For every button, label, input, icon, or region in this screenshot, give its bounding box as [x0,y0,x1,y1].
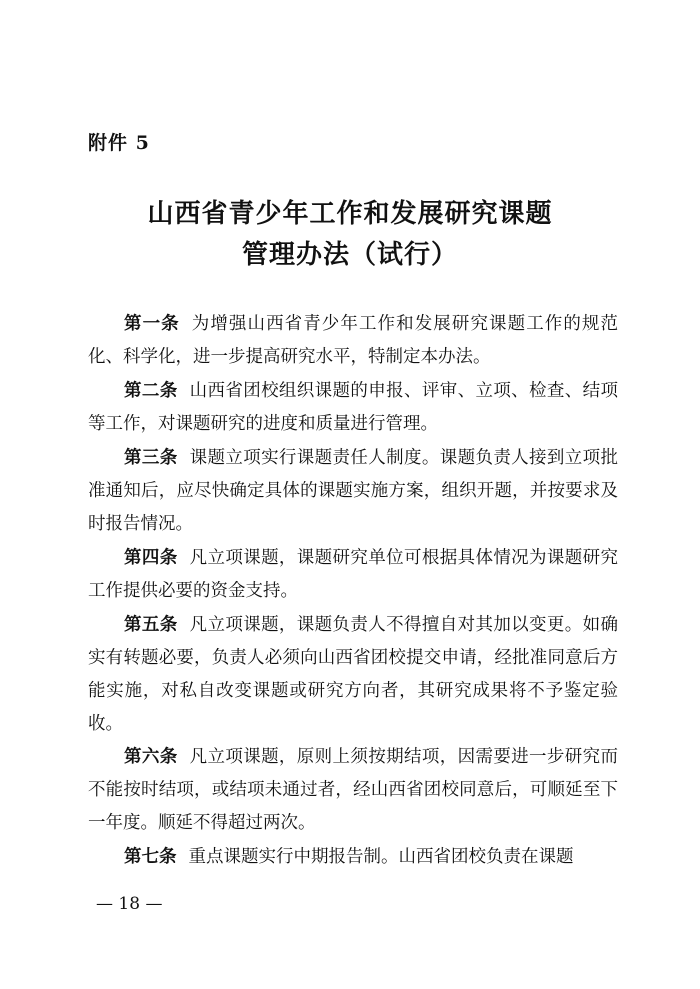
article-1 [88,308,618,374]
article-label: 第一条 [124,314,180,334]
article-label: 第六条 [124,747,178,767]
document-title-line-1: 山西省青少年工作和发展研究课题 [147,199,553,229]
article-label: 第七条 [124,847,177,867]
article-text: 山西省团校组织课题的申报、评审、立项、检查、结项等工作，对课题研究的进度和质量进行管理。 [88,381,619,434]
article-label: 第五条 [124,615,178,635]
article-2 [88,375,618,441]
document-title-line-2: 管理办法（试行） [241,240,458,270]
article-text: 课题立项实行课题责任人制度。课题负责人接到立项批准通知后，应尽快确定具体的课题实施方案，组织开题，并按要求及时报告情况。 [88,448,619,534]
article-6 [88,741,618,840]
article-text: 凡立项课题，课题研究单位可根据具体情况为课题研究工作提供必要的资金支持。 [88,548,619,601]
article-text: 重点课题实行中期报告制。山西省团校负责在课题 [188,847,574,867]
article-3 [88,442,618,541]
article-label: 第三条 [124,448,178,468]
article-4 [88,542,618,608]
article-5 [88,609,618,741]
article-label: 第二条 [124,381,178,401]
article-text: 凡立项课题，原则上须按期结项，因需要进一步研究而不能按时结项，或结项未通过者，经山西省团校同意后，可顺延至下一年度。顺延不得超过两次。 [88,747,619,833]
attachment-label: 附件 5 [88,132,150,154]
article-text: 凡立项课题，课题负责人不得擅自对其加以变更。如确实有转题必要，负责人必须向山西省团校提交申请，经批准同意后方能实施，对私自改变课题或研究方向者，其研究成果将不予鉴定验收。 [88,615,619,734]
page-number: — 18 — [96,894,163,914]
article-label: 第四条 [124,548,178,568]
article-7 [88,841,618,874]
article-text: 为增强山西省青少年工作和发展研究课题工作的规范化、科学化，进一步提高研究水平，特制定本办法。 [88,314,619,367]
